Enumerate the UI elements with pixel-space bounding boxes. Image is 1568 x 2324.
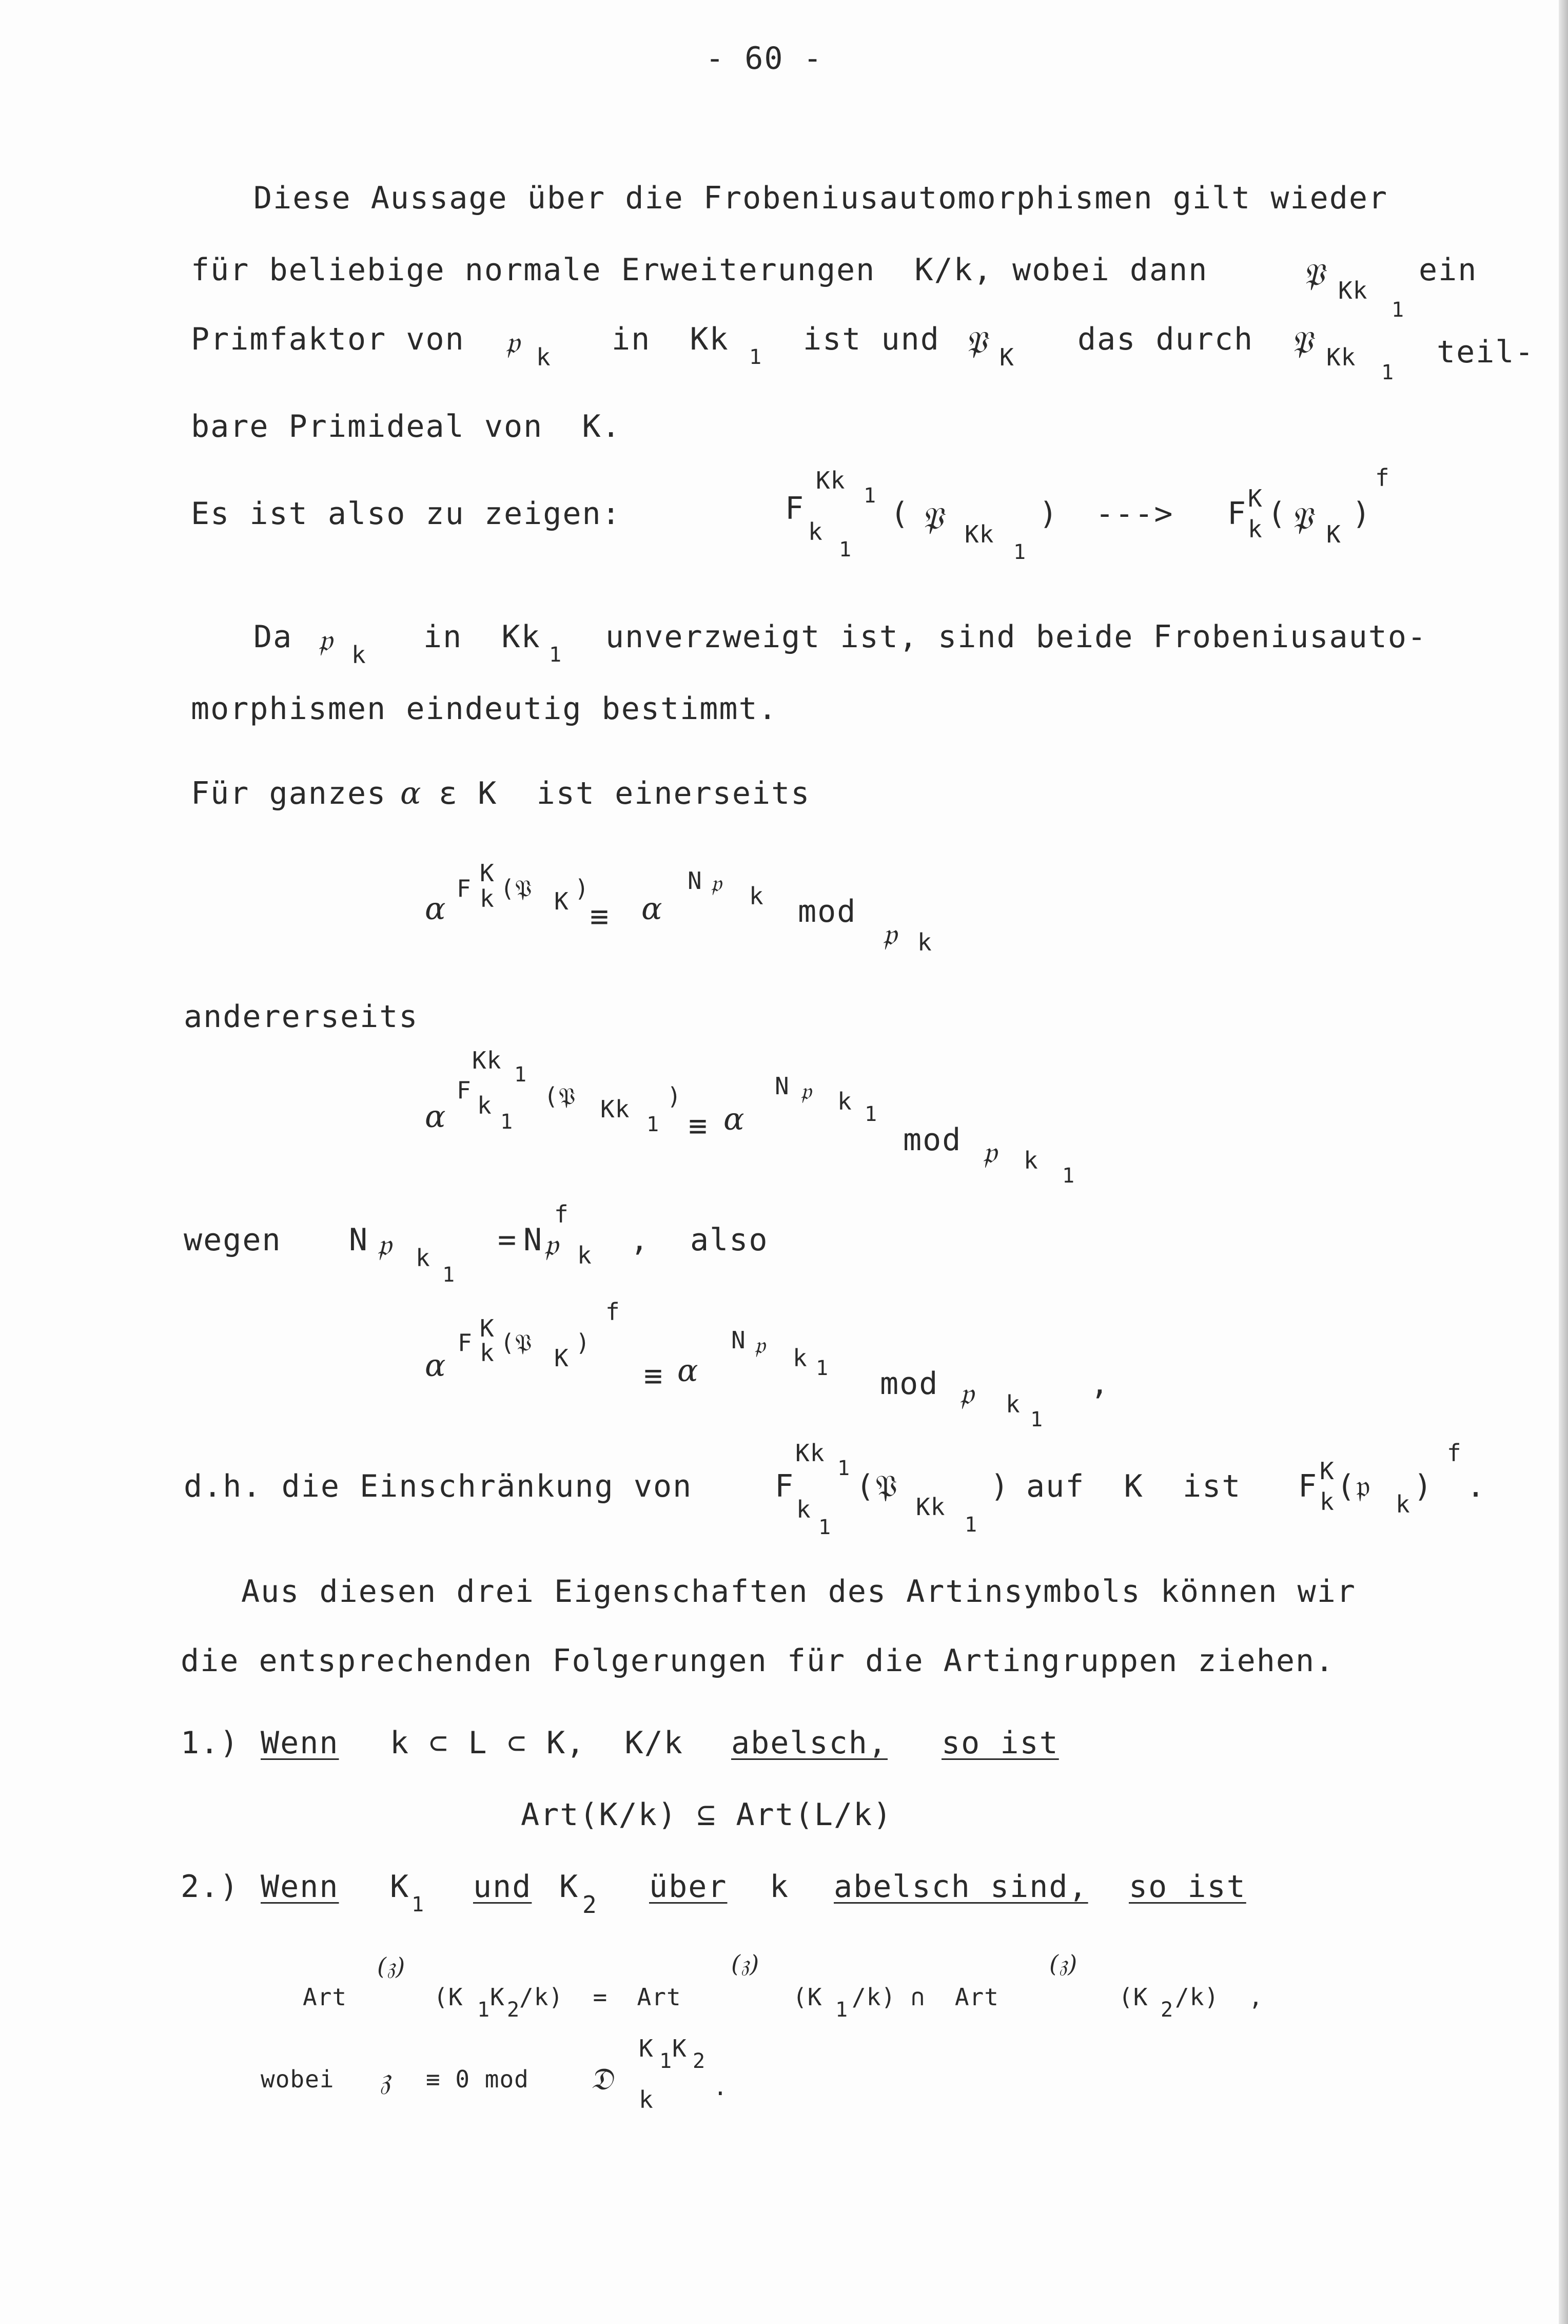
text: (K — [793, 1983, 822, 2011]
F-symbol: F — [785, 491, 805, 527]
text: teil- — [1437, 334, 1535, 370]
text: /k) , — [1175, 1983, 1264, 2011]
item-1-abelsch: abelsch, — [731, 1725, 888, 1761]
subscript: k — [416, 1244, 430, 1272]
frak-p-symbol: 𝔭 — [318, 623, 334, 659]
text: (K — [1119, 1983, 1148, 2011]
wegen-label: wegen — [184, 1222, 282, 1258]
item-2-und: und — [473, 1869, 532, 1905]
paren: ) — [990, 1468, 1010, 1504]
text: k — [770, 1869, 790, 1905]
alpha-symbol: α — [677, 1353, 699, 1389]
text: Primfaktor von — [191, 321, 465, 357]
superscript: Kk — [795, 1439, 825, 1467]
superscript: 1 — [659, 2049, 673, 2073]
subscript: 1 — [549, 643, 562, 667]
frak-P-symbol: 𝔓 — [1302, 257, 1325, 293]
paren: ) — [575, 875, 590, 902]
paragraph-1-line-4: bare Primideal von K. — [191, 409, 621, 444]
subscript: k — [639, 2086, 654, 2114]
F-symbol: F — [457, 875, 472, 902]
subscript: k — [1024, 1147, 1038, 1174]
subscript: Kk — [965, 520, 994, 548]
subscript: 2 — [1161, 1998, 1174, 2022]
subscript: 1 — [1062, 1164, 1075, 1188]
subscript: 1 — [1381, 361, 1395, 384]
superscript: K — [480, 1314, 495, 1342]
text: ε K ist einerseits — [439, 776, 811, 811]
subscript: K — [554, 1344, 569, 1372]
congruence-symbol: ≡ — [590, 899, 610, 935]
text: wobei — [261, 2065, 335, 2093]
subscript: 1 — [835, 1998, 849, 2022]
period: . — [1466, 1468, 1486, 1504]
frak-p-symbol: 𝔭 — [754, 1331, 766, 1359]
mod-label: mod — [880, 1366, 939, 1402]
norm-symbol: N — [523, 1222, 543, 1258]
subscript: 1 — [477, 1998, 491, 2022]
subscript: 1 — [839, 538, 852, 561]
paren-arg: (𝔓 — [500, 875, 533, 902]
superscript: 2 — [693, 2049, 706, 2073]
frak-p-symbol: 𝔭 — [711, 869, 722, 897]
paren-arg: (𝔓 — [500, 1329, 533, 1357]
andererseits-label: andererseits — [184, 999, 419, 1035]
subscript: k — [1320, 1488, 1335, 1516]
F-symbol: F — [1227, 496, 1247, 532]
norm-symbol: N — [731, 1326, 746, 1354]
item-2-wenn: Wenn — [261, 1869, 339, 1905]
subscript: K — [1326, 520, 1341, 548]
superscript: K — [639, 2035, 654, 2062]
paren: ) — [667, 1082, 682, 1110]
text: Da — [253, 619, 293, 655]
subscript: 1 — [749, 345, 762, 369]
subscript: 1 — [500, 1110, 514, 1134]
item-1-formula: Art(K/k) ⊆ Art(L/k) — [521, 1797, 893, 1833]
superscript: Kk — [472, 1047, 502, 1074]
F-symbol: F — [457, 1076, 472, 1104]
alpha-symbol: α — [425, 1099, 447, 1135]
text: /k) = Art — [519, 1983, 681, 2011]
superscript: K — [1320, 1457, 1335, 1485]
paren: ( — [890, 496, 910, 532]
alpha-symbol: α — [425, 891, 447, 927]
subscript: k — [577, 1242, 592, 1269]
subscript: k — [1006, 1390, 1021, 1418]
alpha-symbol: α — [723, 1101, 746, 1137]
superscript: K — [1248, 485, 1263, 512]
text: Art — [303, 1983, 347, 2011]
superscript: (𝔷) — [1049, 1950, 1078, 1978]
text: K — [490, 1983, 505, 2011]
frak-p-symbol: 𝔭 — [883, 917, 898, 953]
subscript: 1 — [965, 1513, 978, 1537]
subscript: 2 — [507, 1998, 520, 2022]
frak-z-symbol: 𝔷 — [380, 2061, 392, 2097]
frak-p-symbol: 𝔭 — [377, 1227, 393, 1263]
text: in Kk — [423, 619, 541, 655]
frak-P-symbol: 𝔓 — [965, 325, 988, 361]
paragraph-1-line-1: Diese Aussage über die Frobeniusautomorphismen gilt wieder — [253, 180, 1388, 216]
subscript: k — [477, 1092, 492, 1119]
superscript: 1 — [514, 1063, 527, 1087]
text: ein — [1419, 252, 1478, 288]
text: /k) ∩ Art — [852, 1983, 999, 2011]
subscript: k — [837, 1088, 852, 1115]
text: ≡ 0 mod — [426, 2065, 529, 2093]
frak-D-symbol: 𝔇 — [590, 2061, 614, 2097]
alpha-symbol: α — [425, 1348, 447, 1384]
paren-arg: (𝔓 — [544, 1082, 576, 1110]
paragraph-3-line-1: Aus diesen drei Eigenschaften des Artinsymbols können wir — [241, 1574, 1357, 1610]
text: ist und — [803, 321, 940, 357]
superscript: K — [480, 859, 495, 887]
subscript: k — [536, 343, 551, 371]
subscript: k — [480, 1339, 495, 1367]
text: K — [390, 1869, 410, 1905]
subscript: K — [554, 887, 569, 915]
text: d.h. die Einschränkung von — [184, 1468, 693, 1504]
subscript: 1 — [1030, 1408, 1044, 1431]
comma: , — [630, 1222, 650, 1258]
text: in Kk — [612, 321, 729, 357]
F-symbol: F — [1298, 1468, 1318, 1504]
subscript: 1 — [1013, 540, 1027, 564]
superscript: Kk — [816, 467, 846, 494]
subscript: Kk — [600, 1095, 630, 1123]
text: das durch — [1077, 321, 1254, 357]
text: morphismen eindeutig bestimmt. — [191, 691, 778, 727]
norm-symbol: N — [688, 867, 702, 895]
paren-arg: (𝔭 — [1337, 1468, 1371, 1504]
alpha-symbol: α — [641, 891, 663, 927]
paren: ) — [1414, 1468, 1434, 1504]
subscript: k — [917, 928, 932, 956]
subscript: 1 — [442, 1263, 456, 1287]
superscript: 1 — [864, 484, 877, 508]
zeigen-label: Es ist also zu zeigen: — [191, 496, 621, 532]
mod-label: mod — [798, 894, 857, 929]
subscript: 1 — [411, 1893, 425, 1916]
text: Für ganzes — [191, 776, 387, 811]
page-edge-shadow — [1559, 0, 1568, 2324]
subscript: k — [1248, 515, 1263, 543]
congruence-symbol: ≡ — [689, 1108, 709, 1144]
paragraph-3-line-2: die entsprechenden Folgerungen für die Artingruppen ziehen. — [181, 1643, 1335, 1679]
paren-arg: (𝔓 — [856, 1468, 898, 1504]
item-1-number: 1.) — [181, 1725, 240, 1761]
subscript: k — [351, 641, 366, 669]
item-1-condition: k ⊂ L ⊂ K, K/k — [390, 1725, 683, 1761]
frak-p-symbol: 𝔭 — [959, 1376, 975, 1412]
subscript: K — [999, 343, 1014, 371]
exponent: f — [1375, 464, 1390, 492]
norm-symbol: N — [775, 1072, 790, 1100]
exponent: f — [554, 1200, 569, 1228]
subscript: Kk — [916, 1493, 946, 1521]
frak-P-symbol: 𝔓 — [921, 501, 944, 537]
subscript: Kk — [1326, 343, 1356, 371]
item-2-uber: über — [649, 1869, 728, 1905]
norm-symbol: N — [349, 1222, 369, 1258]
frak-P-symbol: 𝔓 — [1290, 325, 1314, 361]
exponent: f — [1447, 1439, 1462, 1467]
item-2-so-ist: so ist — [1129, 1869, 1246, 1905]
superscript: (𝔷) — [731, 1950, 760, 1978]
congruence-symbol: ≡ — [644, 1358, 664, 1394]
frak-p-symbol: 𝔭 — [983, 1135, 998, 1171]
subscript: k — [480, 885, 495, 913]
superscript: K — [672, 2035, 687, 2062]
subscript: 1 — [1391, 298, 1405, 322]
text: (K — [434, 1983, 463, 2011]
superscript: (𝔷) — [377, 1952, 406, 1980]
frak-p-symbol: 𝔭 — [544, 1227, 559, 1263]
paren: ) — [576, 1329, 591, 1357]
paren: ) — [1039, 496, 1059, 532]
subscript: k — [1396, 1490, 1410, 1518]
period: . — [713, 2073, 728, 2101]
F-symbol: F — [775, 1468, 795, 1504]
text: auf K ist — [1026, 1468, 1242, 1504]
exponent: f — [605, 1298, 620, 1326]
equals: = — [498, 1222, 518, 1258]
subscript: 1 — [865, 1102, 878, 1126]
comma: , — [1090, 1366, 1110, 1402]
item-2-abelsch-sind: abelsch sind, — [834, 1869, 1088, 1905]
subscript: Kk — [1338, 277, 1368, 304]
subscript: 2 — [582, 1891, 597, 1919]
arrow: ---> — [1095, 496, 1174, 532]
also-label: also — [690, 1222, 769, 1258]
paren: ( — [1267, 496, 1287, 532]
frak-P-symbol: 𝔓 — [1290, 501, 1314, 537]
subscript: k — [808, 518, 823, 546]
F-symbol: F — [458, 1329, 473, 1357]
subscript: k — [793, 1344, 808, 1372]
paren: ) — [1352, 496, 1372, 532]
subscript: 1 — [646, 1113, 660, 1136]
item-2-number: 2.) — [181, 1869, 240, 1905]
subscript: 1 — [816, 1357, 829, 1380]
paragraph-1-line-2: für beliebige normale Erweiterungen K/k, wobei dann — [191, 252, 1208, 288]
subscript: 1 — [818, 1516, 832, 1539]
subscript: k — [749, 882, 764, 910]
text: unverzweigt ist, sind beide Frobeniusauto- — [605, 619, 1427, 655]
superscript: 1 — [837, 1457, 851, 1480]
subscript: k — [796, 1496, 811, 1523]
frak-p-symbol: 𝔭 — [505, 325, 521, 361]
text: K — [559, 1869, 579, 1905]
frak-p-symbol: 𝔭 — [800, 1077, 812, 1105]
alpha-symbol: α — [400, 776, 422, 811]
page-number: - 60 - — [705, 41, 823, 76]
mod-label: mod — [903, 1122, 962, 1158]
item-1-wenn: Wenn — [261, 1725, 339, 1761]
item-1-so-ist: so ist — [942, 1725, 1059, 1761]
